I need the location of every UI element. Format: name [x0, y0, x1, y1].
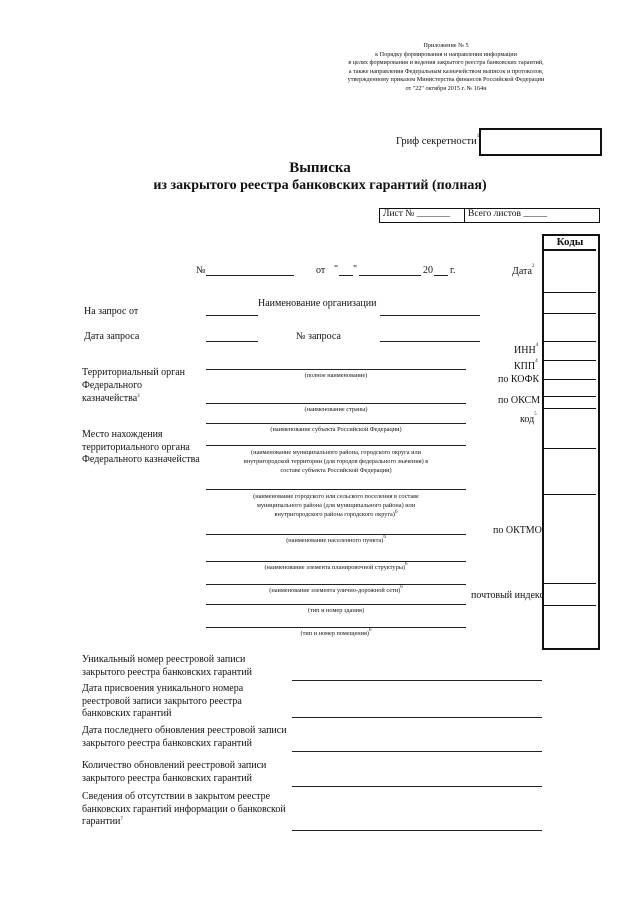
kpp-label: КПП$^4$: [514, 359, 538, 372]
caption-building: (тип и номер здания): [307, 607, 365, 614]
appendix-header: [330, 42, 562, 94]
last-update-label: Дата последнего обновления реестровой записи закрытого реестра банковских гарантий: [82, 725, 287, 749]
oktmo-label: по ОКТМО: [493, 525, 542, 536]
appendix-line: от "22" октября 2015 г. № 164н: [405, 84, 487, 92]
caption-subject: (наименование субъекта Российской Федерации): [270, 426, 402, 433]
caption-planning: (наименование элемента планировочной структуры)$^6$: [264, 562, 408, 571]
caption-room: (тип и номер помещения)$^6$: [300, 628, 372, 637]
code-label: код$^5$: [520, 412, 537, 425]
assign-date-label: Дата присвоения уникального номера реестровой записи закрытого реестра банковских гарантий: [82, 683, 244, 719]
absence-info-label: Сведения об отсутствии в закрытом реестре банковских гарантий информации о банковской гарантии$^7$: [82, 791, 286, 827]
date-label: Дата$^2$: [512, 264, 535, 277]
caption-locality: (наименование населенного пункта)$^6$: [286, 535, 386, 544]
request-date-label: Дата запроса: [84, 331, 140, 342]
codes-column: [542, 234, 600, 650]
request-number-label: № запроса: [296, 331, 341, 342]
on-request-label: На запрос от: [84, 306, 139, 317]
appendix-line: утвержденному приказом Министерства финансов Российской Федерации: [347, 76, 545, 84]
doc-subtitle: из закрытого реестра банковских гарантий (полная): [153, 178, 487, 193]
unique-number-label: Уникальный номер реестровой записи закрытого реестра банковских гарантий: [82, 654, 252, 678]
org-name-label: Наименование организации: [258, 298, 377, 309]
appendix-line: в целях формирования и ведения закрытого реестра банковских гарантий,: [348, 59, 544, 67]
caption-street: (наименование элемента улично-дорожной сети)$^6$: [269, 585, 403, 594]
secrecy-field[interactable]: [479, 128, 602, 156]
caption-municipal: (наименование муниципального района, городского округа или внутригородской территории (для городов федерального значения) в составе субъекта Российской Федерации): [243, 449, 429, 474]
appendix-line: Приложение № 5: [423, 42, 469, 49]
doc-title: Выписка: [289, 160, 351, 176]
territorial-body-label: Территориальный орган Федерального казначейства$^3$: [82, 367, 185, 404]
kofk-label: по КОФК: [498, 374, 540, 385]
caption-full-name: (полное наименование): [304, 372, 368, 379]
oksm-label: по ОКСМ: [498, 395, 541, 406]
total-sheets: Всего листов _____: [468, 209, 548, 219]
appendix-line: к Порядку формирования и направления информации: [375, 50, 517, 58]
from-label: от: [316, 265, 326, 276]
secrecy-label: Гриф секретности$^1$: [396, 134, 480, 147]
inn-label: ИНН$^4$: [514, 343, 539, 356]
caption-settlement: (наименование городского или сельского поселения в составе муниципального района (для муниципального района) или внутригородского района городского округа)$^6$: [253, 493, 419, 518]
appendix-line: а также направления Федеральным казначейством выписок и протоколов,: [348, 67, 544, 75]
location-label: Место нахождения территориального органа Федерального казначейства: [82, 429, 200, 465]
sheet-number: Лист № _______: [383, 209, 450, 219]
postal-index-label: почтовый индекс: [471, 590, 544, 601]
codes-header: Коды: [556, 236, 584, 248]
sheet-box: [379, 208, 600, 223]
number-sign: №: [196, 265, 206, 276]
updates-count-label: Количество обновлений реестровой записи закрытого реестра банковских гарантий: [82, 760, 267, 784]
caption-country: (наименование страны): [304, 406, 368, 413]
